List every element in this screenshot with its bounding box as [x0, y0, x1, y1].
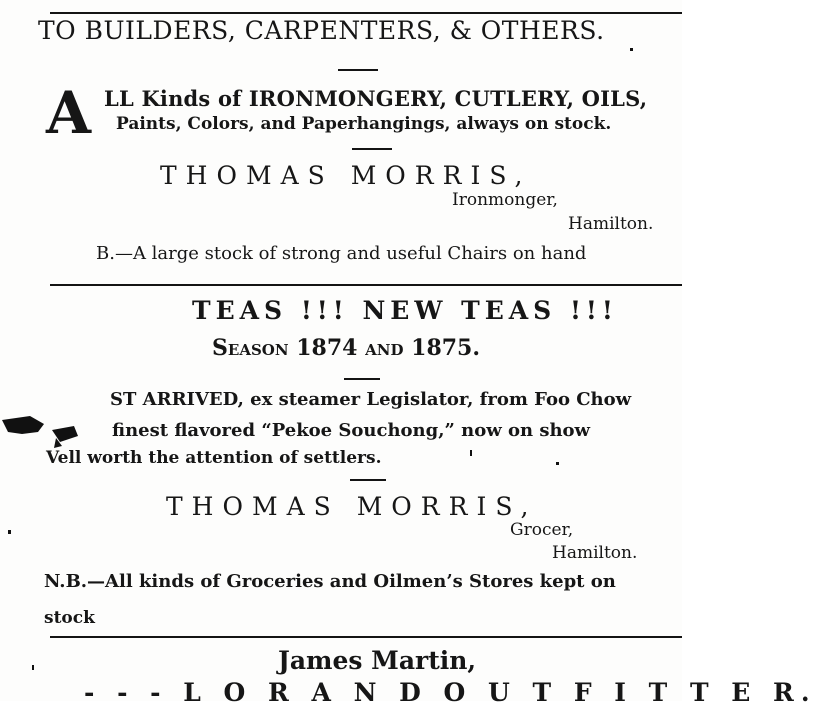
ad-builders-headline: TO BUILDERS, CARPENTERS, & OTHERS. [38, 16, 605, 45]
speckle-5 [556, 462, 559, 465]
speckle-2 [32, 665, 34, 670]
ad-builders-line-2: Paints, Colors, and Paperhangings, always on stock. [116, 114, 612, 134]
top-rule [50, 12, 682, 14]
section-rule-1 [50, 284, 682, 286]
ad-builders-line-1: LL Kinds of IRONMONGERY, CUTLERY, OILS, [104, 86, 648, 111]
ad-teas-line-2: finest flavored “Pekoe Souchong,” now on show [112, 420, 591, 441]
ad-builders-divider [338, 69, 378, 71]
ad-teas-divider-2 [350, 479, 386, 481]
ad-builders-trade: Ironmonger, [452, 190, 558, 210]
ad-tailor-trade: ‐ ‐ ‐ L O R A N D O U T F I T T E R. [84, 678, 817, 707]
ad-teas-note-line-1: N.B.—All kinds of Groceries and Oilmen’s Stores kept on [44, 571, 616, 592]
ad-builders-merchant: THOMAS MORRIS, [160, 161, 532, 190]
ad-builders-town: Hamilton. [568, 214, 654, 234]
ad-teas-merchant: THOMAS MORRIS, [166, 492, 538, 521]
ad-teas-divider [344, 378, 380, 380]
ad-teas-headline: TEAS !!! NEW TEAS !!! [192, 296, 618, 325]
speckle-4 [470, 450, 472, 456]
ad-teas-line-1: ST ARRIVED, ex steamer Legislator, from Foo Chow [110, 389, 632, 410]
ad-builders-divider-2 [352, 148, 392, 150]
ad-tailor-name: James Martin, [278, 646, 477, 675]
ad-teas-season: Season 1874 and 1875. [212, 335, 481, 361]
ad-builders-note: B.—A large stock of strong and useful Chairs on hand [96, 243, 587, 264]
ad-teas-town: Hamilton. [552, 543, 638, 563]
ad-teas-note-line-2: stock [44, 608, 95, 628]
ad-builders-drop-cap: A [46, 79, 92, 147]
speckle-3 [630, 48, 633, 51]
ad-teas-trade: Grocer, [510, 520, 574, 540]
ad-teas-line-3: Vell worth the attention of settlers. [46, 448, 382, 468]
speckle-1 [8, 530, 11, 534]
section-rule-2 [50, 636, 682, 638]
